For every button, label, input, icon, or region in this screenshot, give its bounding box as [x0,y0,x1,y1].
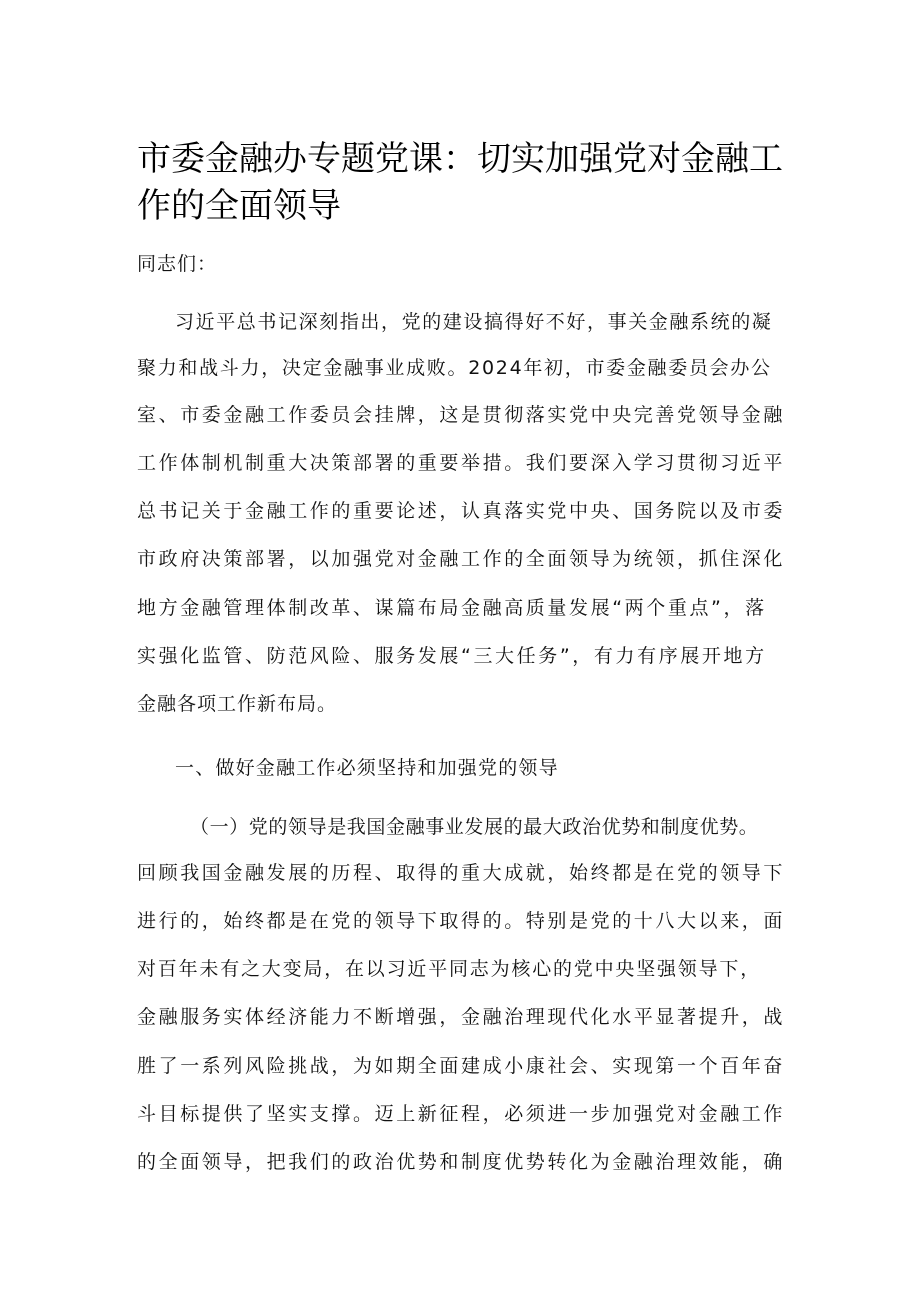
paragraph2-line: （一）党的领导是我国金融事业发展的最大政治优势和制度优势。 [190,816,759,838]
paragraph2-line: 胜了一系列风险挑战，为如期全面建成小康社会、实现第一个百年奋 [137,1055,786,1077]
paragraph1-line: 聚力和战斗力，决定金融事业成败。2024年初，市委金融委员会办公 [137,357,772,379]
paragraph1-line: 地方金融管理体制改革、谋篇布局金融高质量发展“两个重点”，落 [137,597,767,619]
paragraph1-line: 习近平总书记深刻指出，党的建设搞得好不好，事关金融系统的凝 [175,311,773,333]
salutation: 同志们： [137,253,218,275]
section-heading: 一、做好金融工作必须坚持和加强党的领导 [175,757,559,779]
paragraph2-line: 的全面领导，把我们的政治优势和制度优势转化为金融治理效能，确 [137,1151,786,1173]
paragraph1-line: 工作体制机制重大决策部署的重要举措。我们要深入学习贯彻习近平 [137,452,786,474]
paragraph2-line: 对百年未有之大变局，在以习近平同志为核心的党中央坚强领导下， [137,958,762,980]
document-title: 市委金融办专题党课：切实加强党对金融工作的全面领导 [137,139,783,226]
paragraph1-line: 室、市委金融工作委员会挂牌，这是贯彻落实党中央完善党领导金融 [137,404,786,426]
paragraph1-line: 实强化监管、防范风险、服务发展“三大任务”，有力有序展开地方 [137,645,767,667]
paragraph1-line: 金融各项工作新布局。 [137,693,338,715]
paragraph2-line: 进行的，始终都是在党的领导下取得的。特别是党的十八大以来，面 [137,910,786,932]
paragraph2-line: 金融服务实体经济能力不断增强，金融治理现代化水平显著提升，战 [137,1006,786,1028]
paragraph2-line: 斗目标提供了坚实支撑。迈上新征程，必须进一步加强党对金融工作 [137,1103,786,1125]
paragraph2-line: 回顾我国金融发展的历程、取得的重大成就，始终都是在党的领导下 [137,862,786,884]
paragraph1-line: 市政府决策部署，以加强党对金融工作的全面领导为统领，抓住深化 [137,548,786,570]
paragraph1-line: 总书记关于金融工作的重要论述，认真落实党中央、国务院以及市委 [137,500,786,522]
